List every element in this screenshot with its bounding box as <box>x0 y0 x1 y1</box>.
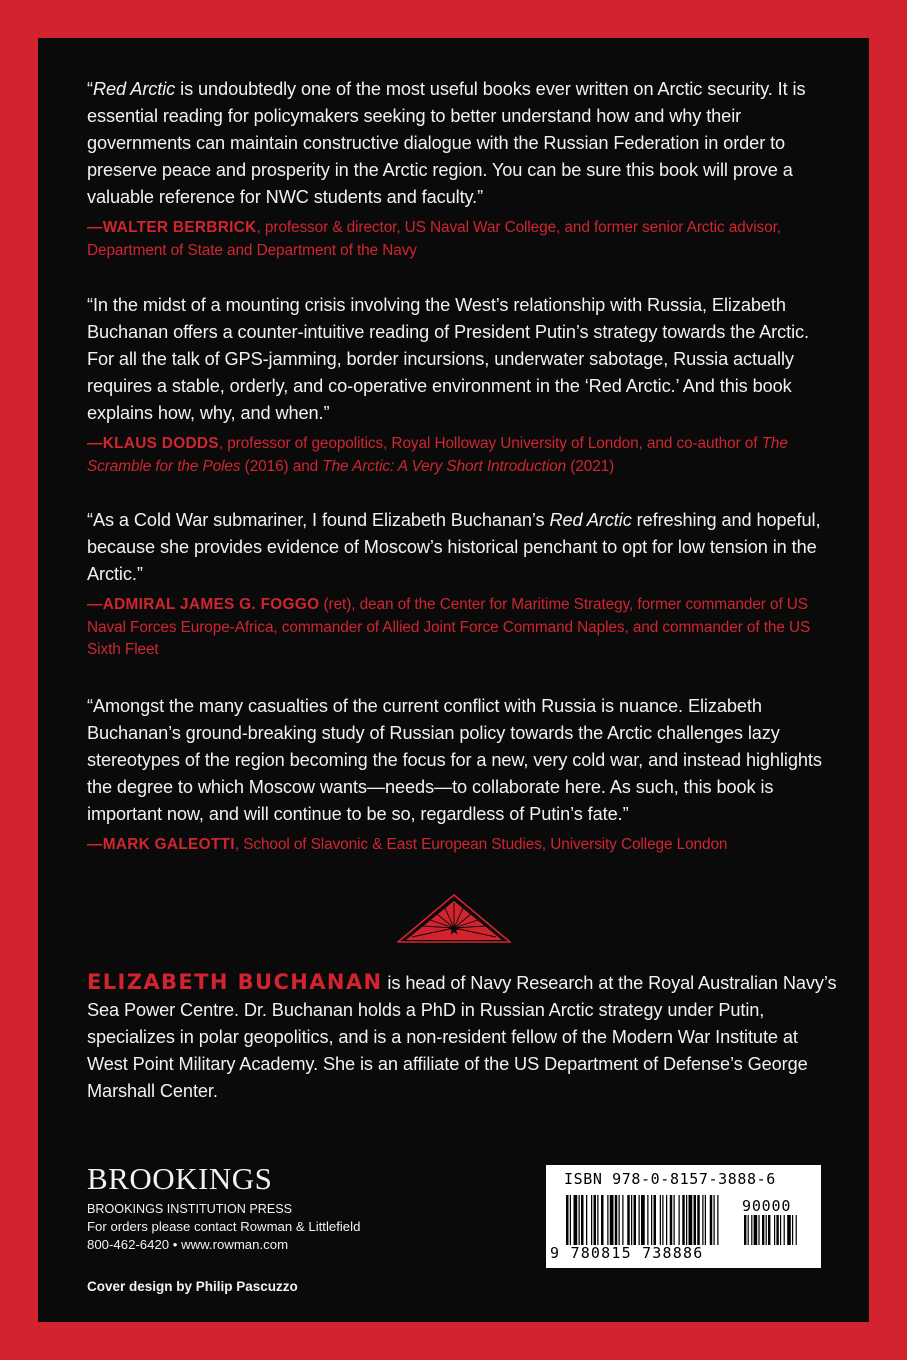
endorser-title: (ret), dean of the Center for Maritime Strategy, former commander of US Naval Forces Europe-Africa, commander of Allied Joint Force Command Naples, and commander of the US Sixth Fleet <box>87 596 811 658</box>
cover-design-credit: Cover design by Philip Pascuzzo <box>87 1279 298 1294</box>
endorser-name: —KLAUS DODDS <box>87 435 219 452</box>
endorser-title: , School of Slavonic & East European Studies, University College London <box>234 835 728 853</box>
blurb-2 <box>87 292 832 478</box>
endorser-title: , professor of geopolitics, Royal Holloway University of London, and co-author of <box>218 435 762 452</box>
barcode-box <box>546 1165 821 1268</box>
blurbs-section <box>87 76 832 886</box>
cited-book-title: The Arctic: A Very Short Introduction <box>322 457 567 475</box>
publisher-contact: 800-462-6420 • www.rowman.com <box>87 1237 289 1252</box>
endorser-name: —MARK GALEOTTI <box>87 835 235 853</box>
book-title: Red Arctic <box>549 510 632 530</box>
quote-text-cont: refreshing and hopeful, because she provides evidence of Moscow’s historical penchant to opt for low tension in the Arctic.” <box>87 510 821 584</box>
endorser-title: , professor & director, US Naval War College, and former senior Arctic advisor, Department of State and Department of the Navy <box>87 219 781 259</box>
blurb-attribution <box>87 834 832 857</box>
blurb-attribution <box>87 433 832 478</box>
back-cover-panel <box>38 38 869 1322</box>
blurb-3 <box>87 507 832 662</box>
quote-text: is undoubtedly one of the most useful books ever written on Arctic security. It is essential reading for policymakers seeking to better understand how and why their governments can maintain constructive dialogue with the Russian Federation in order to preserve peace and prosperity in the Arctic region. You can be sure this book will prove a valuable reference for NWC students and faculty.” <box>87 79 806 207</box>
quote-text: “Amongst the many casualties of the current conflict with Russia is nuance. Elizabeth Buchanan’s ground-breaking study of Russian policy towards the Arctic challenges lazy stereotypes of the region becoming the focus for a new, very cold war, and instead highlights the degree to which Moscow wants—needs—to collaborate here. As such, this book is important now, and will continue to be so, regardless of Putin’s fate.” <box>87 695 822 824</box>
ean-digits: 9 780815 738886 <box>550 1244 704 1262</box>
blurb-quote <box>87 693 832 828</box>
price-code: 90000 <box>742 1197 792 1215</box>
bio-text: is head of Navy Research at the Royal Australian Navy’s Sea Power Centre. Dr. Buchanan holds a PhD in Russian Arctic strategy under Putin, specializes in polar geopolitics, and is a non-resident fellow of the Modern War Institute at West Point Military Academy. She is an affiliate of the US Department of Defense’s George Marshall Center. <box>87 973 837 1101</box>
endorser-title-end: (2021) <box>566 457 615 475</box>
blurb-quote <box>87 292 832 427</box>
cited-book-title: The Scramble for the Poles <box>87 435 788 475</box>
endorser-title-cont: (2016) and <box>240 457 323 475</box>
publisher-press: BROOKINGS INSTITUTION PRESS <box>87 1202 293 1216</box>
blurb-attribution <box>87 217 832 262</box>
blurb-1 <box>87 76 832 262</box>
author-bio <box>87 969 837 1105</box>
blurb-quote <box>87 76 832 211</box>
publisher-logo: BROOKINGS <box>87 1161 273 1196</box>
author-name: ELIZABETH BUCHANAN <box>87 970 383 994</box>
book-title: Red Arctic <box>92 79 176 99</box>
blurb-attribution <box>87 594 832 662</box>
pyramid-star-icon <box>397 894 511 944</box>
publisher-block <box>87 1162 360 1254</box>
quote-text: “As a Cold War submariner, I found Elizabeth Buchanan’s <box>87 510 550 530</box>
quote-open: “ <box>87 79 93 99</box>
blurb-4 <box>87 693 832 857</box>
publisher-orders: For orders please contact Rowman & Littlefield <box>87 1219 361 1234</box>
endorser-name: —ADMIRAL JAMES G. FOGGO <box>87 596 320 613</box>
isbn-label: ISBN 978-0-8157-3888-6 <box>564 1170 776 1188</box>
endorser-name: —WALTER BERBRICK <box>87 219 257 236</box>
quote-text: “In the midst of a mounting crisis involving the West’s relationship with Russia, Elizabeth Buchanan offers a counter-intuitive reading of President Putin’s strategy towards the Arctic. For all the talk of GPS-jamming, border incursions, underwater sabotage, Russia actually requires a stable, orderly, and co-operative environment in the ‘Red Arctic.’ And this book explains how, why, and when.” <box>87 295 809 423</box>
blurb-quote <box>87 507 832 588</box>
